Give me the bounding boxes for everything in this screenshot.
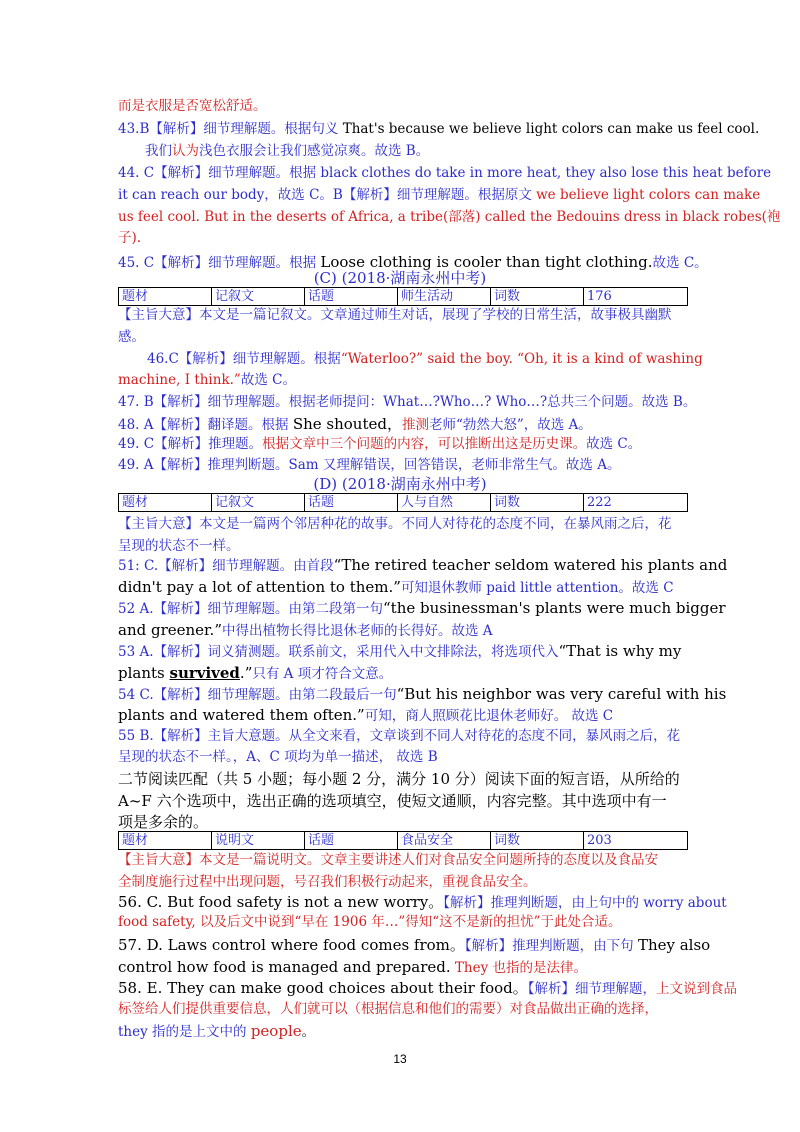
answer-55-line2: 呈现的状态不一样。，A、C 项均为单一描述， 故选 B bbox=[118, 749, 438, 765]
answer-51: 51: C.【解析】细节理解题。由首段“The retired teacher seldom watered his plants and bbox=[118, 556, 728, 574]
answer-44: 44. C【解析】细节理解题。根据 black clothes do take in more heat, they also lose this heat before bbox=[118, 165, 772, 181]
answer-52-line2: and greener.”中得出植物长得比退休老师的长得好。故选 A bbox=[118, 621, 493, 639]
table-cell: 食品安全 bbox=[398, 832, 491, 850]
table-cell: 203 bbox=[584, 832, 688, 850]
answer-44-line2: it can reach our body，故选 C。B【解析】细节理解题。根据原文 we believe light colors can make bbox=[118, 187, 761, 203]
table-cell: 词数 bbox=[491, 832, 584, 850]
answer-58: 58. E. They can make good choices about their food。【解析】细节理解题，上文说到食品 bbox=[118, 979, 738, 997]
section-d-table bbox=[118, 493, 688, 512]
answer-53: 53 A.【解析】词义猜测题。联系前文，采用代入中文排除法，将选项代入“That is why my bbox=[118, 642, 682, 660]
part-two-instructions-line3: 项是多余的。 bbox=[118, 813, 209, 831]
answer-54: 54 C.【解析】细节理解题。由第二段最后一句“But his neighbor was very careful with his bbox=[118, 685, 727, 703]
main-idea-e: 【主旨大意】本文是一篇说明文。文章主要讲述人们对食品安全问题所持的态度以及食品安 bbox=[118, 852, 658, 868]
section-c-table bbox=[118, 287, 688, 306]
answer-57-line2: control how food is managed and prepared. They 也指的是法律。 bbox=[118, 958, 588, 976]
answer-58-line2: 标签给人们提供重要信息，人们就可以（根据信息和他们的需要）对食品做出正确的选择， bbox=[118, 1001, 658, 1017]
answer-46-line2: machine, I think.”故选 C。 bbox=[118, 372, 296, 388]
main-idea-c: 【主旨大意】本文是一篇记叙文。文章通过师生对话，展现了学校的日常生活，故事极具幽默 bbox=[118, 307, 672, 323]
main-idea-e-line2: 全制度施行过程中出现问题，号召我们积极行动起来，重视食品安全。 bbox=[118, 874, 537, 890]
table-cell: 记叙文 bbox=[212, 288, 305, 306]
table-cell: 222 bbox=[584, 494, 688, 512]
table-cell: 师生活动 bbox=[398, 288, 491, 306]
table-cell: 话题 bbox=[305, 494, 398, 512]
answer-49: 49. C【解析】推理题。根据文章中三个问题的内容，可以推断出这是历史课。故选 C。 bbox=[118, 436, 642, 452]
table-cell: 话题 bbox=[305, 288, 398, 306]
answer-55: 55 B.【解析】主旨大意题。从全文来看，文章谈到不同人对待花的态度不同，暴风雨之后，花 bbox=[118, 728, 681, 744]
answer-43-line2: 我们认为浅色衣服会让我们感觉凉爽。故选 B。 bbox=[145, 143, 430, 159]
answer-49-alt: 49. A【解析】推理判断题。Sam 又理解错误，回答错误，老师非常生气。故选 A。 bbox=[118, 457, 621, 473]
table-cell: 词数 bbox=[491, 494, 584, 512]
answer-56-line2-text: food safety, 以及后文中说到“早在 1906 年…”得知“这不是新的担忧”于此处合适。 bbox=[118, 914, 622, 930]
section-d-title: (D) (2018·湖南永州中考) bbox=[313, 475, 487, 493]
section-e-table bbox=[118, 831, 688, 850]
table-cell: 题材 bbox=[119, 288, 212, 306]
text-line: 而是衣服是否宽松舒适。 bbox=[118, 98, 267, 114]
table-cell: 词数 bbox=[491, 288, 584, 306]
answer-57: 57. D. Laws control where food comes from。【解析】推理判断题，由下句 They also bbox=[118, 936, 711, 954]
answer-54-line2: plants and watered them often.”可知，商人照顾花比退休老师好。 故选 C bbox=[118, 706, 614, 724]
answer-44-line4: 子). bbox=[118, 230, 142, 246]
part-two-instructions: 二节阅读匹配（共 5 小题；每小题 2 分，满分 10 分）阅读下面的短言语，从所给的 bbox=[118, 770, 680, 788]
answer-53-line2: plants survived.”只有 A 项才符合文意。 bbox=[118, 664, 393, 682]
answer-56: 56. C. But food safety is not a new worry。【解析】推理判断题，由上句中的 worry about bbox=[118, 893, 727, 911]
section-c-title: (C) (2018·湖南永州中考) bbox=[313, 269, 487, 287]
table-cell: 记叙文 bbox=[212, 494, 305, 512]
answer-58-line3: they 指的是上文中的 people。 bbox=[118, 1022, 316, 1040]
main-idea-d: 【主旨大意】本文是一篇两个邻居种花的故事。不同人对待花的态度不同，在暴风雨之后，花 bbox=[118, 516, 672, 532]
table-cell: 说明文 bbox=[212, 832, 305, 850]
table-cell: 176 bbox=[584, 288, 688, 306]
part-two-instructions-line2: A~F 六个选项中，选出正确的选项填空，使短文通顺，内容完整。其中选项中有一 bbox=[118, 792, 667, 810]
table-cell: 人与自然 bbox=[398, 494, 491, 512]
answer-51-line2: didn't pay a lot of attention to them.”可知退休教师 paid little attention。故选 C bbox=[118, 578, 674, 596]
table-cell: 话题 bbox=[305, 832, 398, 850]
answer-44-line3: us feel cool. But in the deserts of Africa, a tribe(部落) called the Bedouins dress in black robes(袍 bbox=[118, 209, 781, 225]
answer-52: 52 A.【解析】细节理解题。由第二段第一句“the businessman's plants were much bigger bbox=[118, 599, 726, 617]
main-idea-d-line2: 呈现的状态不一样。 bbox=[118, 538, 240, 554]
answer-46: 46.C【解析】细节理解题。根据“Waterloo?” said the boy. “Oh, it is a kind of washing bbox=[147, 351, 703, 367]
main-idea-c-line2: 感。 bbox=[118, 329, 145, 345]
table-cell: 题材 bbox=[119, 494, 212, 512]
answer-45: 45. C【解析】细节理解题。根据 Loose clothing is cooler than tight clothing.故选 C。 bbox=[118, 253, 708, 271]
answer-47: 47. B【解析】细节理解题。根据老师提问：What…?Who…? Who…?总共三个问题。故选 B。 bbox=[118, 394, 697, 410]
answer-48: 48. A【解析】翻译题。根据 She shouted，推测老师“勃然大怒”，故选 A。 bbox=[118, 415, 592, 433]
answer-43: 43.B【解析】细节理解题。根据句义 That's because we believe light colors can make us feel cool. bbox=[118, 121, 760, 137]
table-cell: 题材 bbox=[119, 832, 212, 850]
page-number: 13 bbox=[393, 1052, 407, 1066]
